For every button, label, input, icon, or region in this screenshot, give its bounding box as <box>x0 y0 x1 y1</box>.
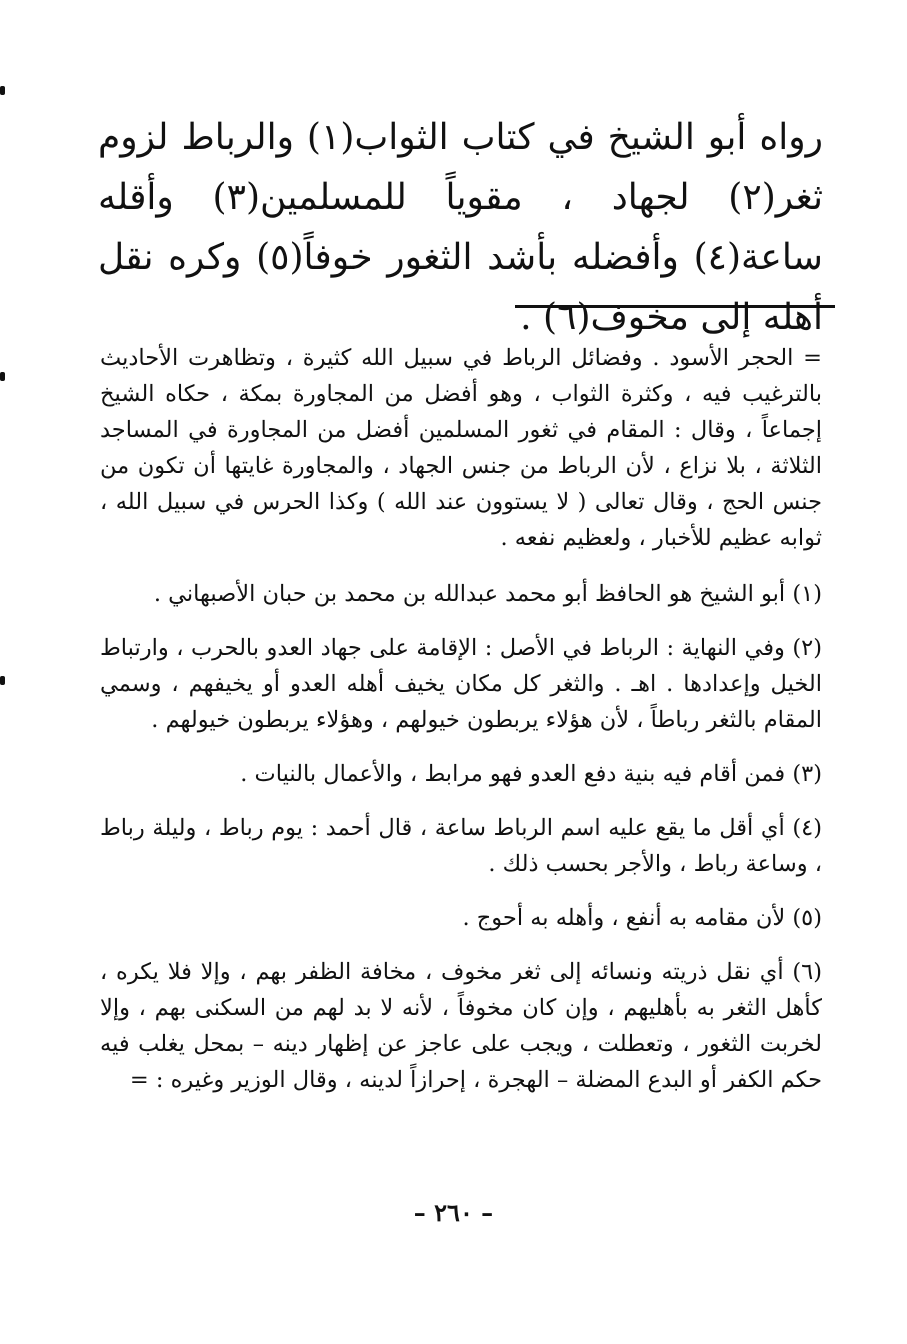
footnote-4: (٤) أي أقل ما يقع عليه اسم الرباط ساعة ، قال أحمد : يوم رباط ، وليلة رباط ، وساعة رباط ، والأجر بحسب ذلك . <box>100 815 822 877</box>
scan-margin-mark <box>0 86 5 95</box>
main-paragraph: رواه أبو الشيخ في كتاب الثواب(١) والرباط لزوم ثغر(٢) لجهاد ، مقوياً للمسلمين(٣) وأقله ساعة(٤) وأفضله بأشد الثغور خوفاً(٥) وكره نقل أهله إلى مخوف(٦) . <box>98 117 823 338</box>
footnote-1: (١) أبو الشيخ هو الحافظ أبو محمد عبدالله بن محمد بن حبان الأصبهاني . <box>153 581 822 607</box>
main-text-block <box>98 108 823 348</box>
footnote-continuation: = الحجر الأسود . وفضائل الرباط في سبيل الله كثيرة ، وتظاهرت الأحاديث بالترغيب فيه ، وكثرة الثواب ، وهو أفضل من المجاورة بمكة ، حكاه الشيخ إجماعاً ، وقال : المقام في ثغور المسلمين أفضل من المجاورة في المساجد الثلاثة ، بلا نزاع ، لأن الرباط من جنس الجهاد ، والمجاورة غايتها أن تكون من جنس الحج ، وقال تعالى ( لا يستوون عند الله ) وكذا الحرس في سبيل الله ، ثوابه عظيم للأخبار ، ولعظيم نفعه . <box>100 345 822 551</box>
footnotes-block <box>100 340 822 1116</box>
footnote-5: (٥) لأن مقامه به أنفع ، وأهله به أحوج . <box>462 905 822 931</box>
scan-margin-mark <box>0 676 5 685</box>
footnote-2: (٢) وفي النهاية : الرباط في الأصل : الإقامة على جهاد العدو بالحرب ، وارتباط الخيل وإعدادها . اهـ . والثغر كل مكان يخيف أهله العدو أو يخيفهم ، وسمي المقام بالثغر رباطاً ، لأن هؤلاء يربطون خيولهم ، وهؤلاء يربطون خيولهم . <box>100 635 822 733</box>
footnote-6: (٦) أي نقل ذريته ونسائه إلى ثغر مخوف ، مخافة الظفر بهم ، وإلا فلا يكره ، كأهل الثغر به بأهليهم ، وإن كان مخوفاً ، لأنه لا بد لهم من السكنى بهم ، وإلا لخربت الثغور ، وتعطلت ، ويجب على عاجز عن إظهار دينه – بمحل يغلب فيه حكم الكفر أو البدع المضلة – الهجرة ، إحرازاً لدينه ، وقال الوزير وغيره : = <box>100 959 822 1093</box>
page-number: – ٢٦٠ – <box>413 1198 494 1227</box>
footnote-3: (٣) فمن أقام فيه بنية دفع العدو فهو مرابط ، والأعمال بالنيات . <box>240 761 822 787</box>
scan-margin-mark <box>0 372 5 381</box>
footnote-separator-rule <box>515 305 835 308</box>
